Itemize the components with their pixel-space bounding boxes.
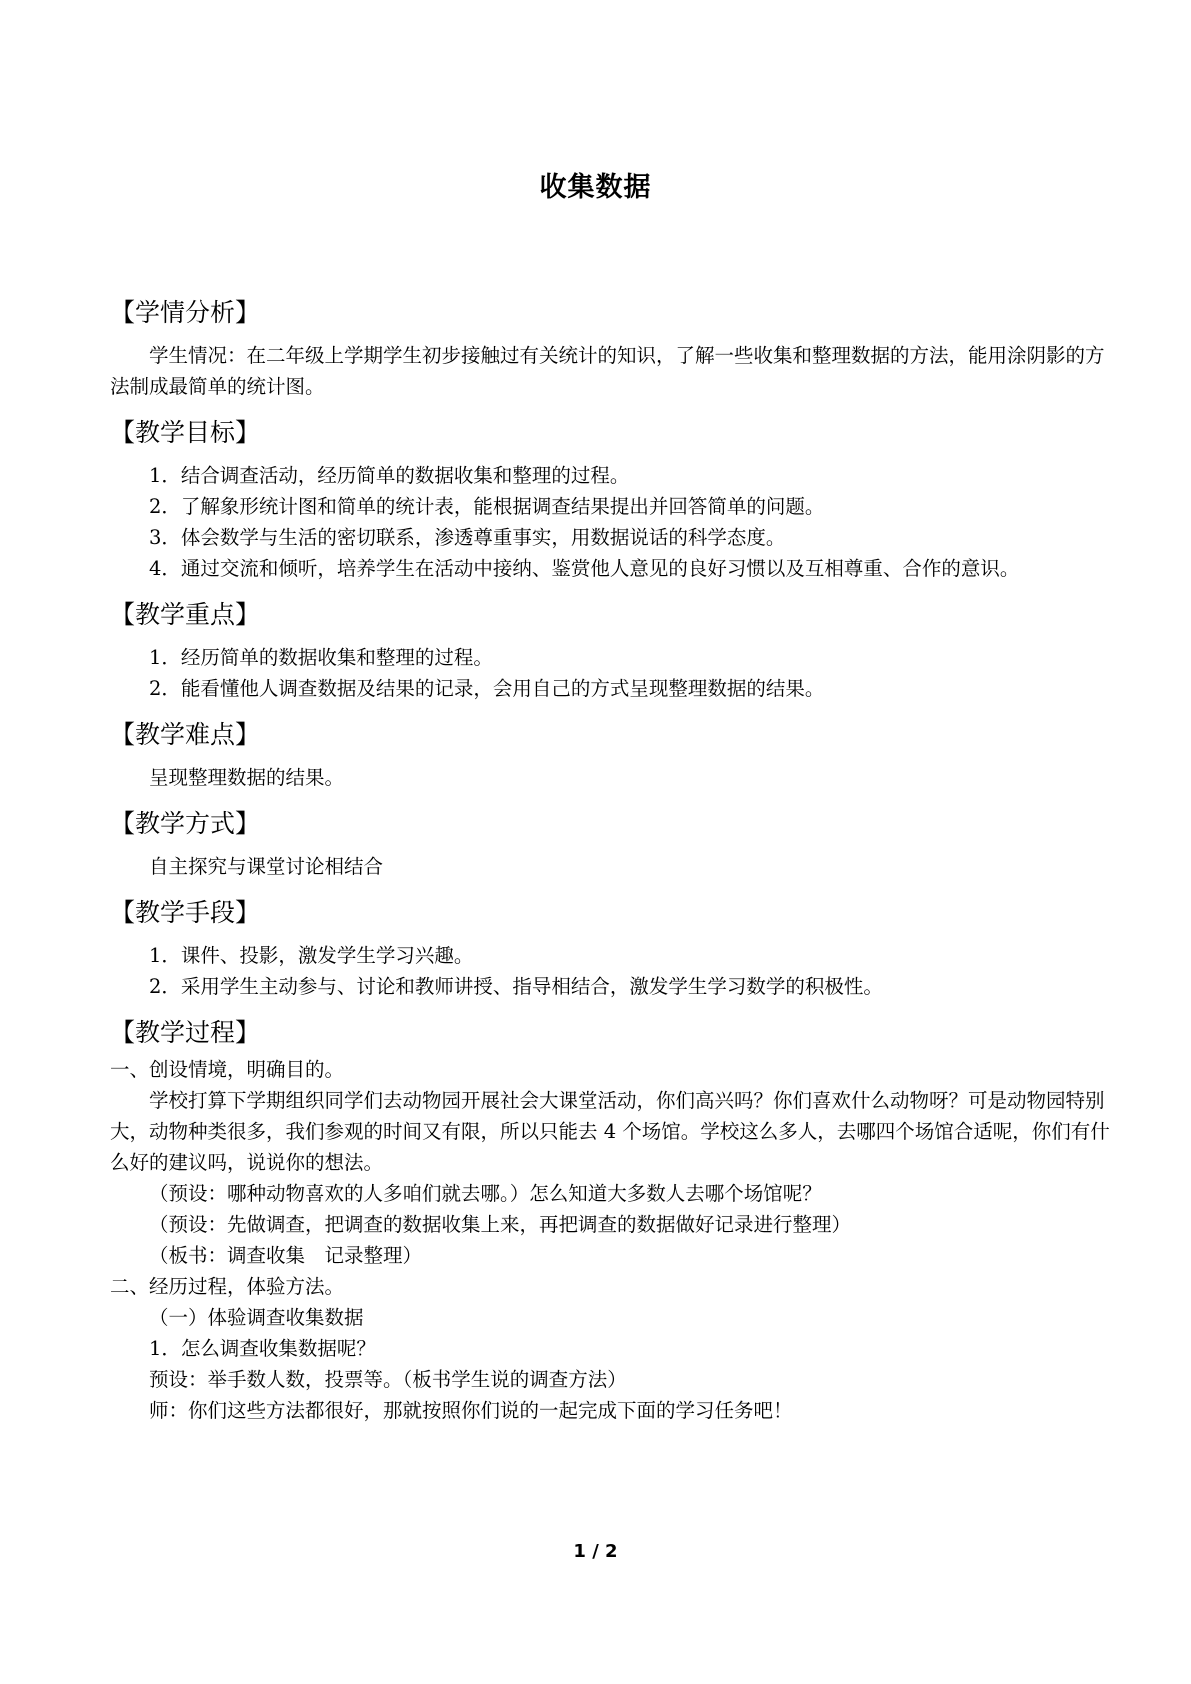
page-number: 1 / 2 xyxy=(573,1541,618,1562)
section-goals xyxy=(110,416,1110,584)
paragraph: 4．通过交流和倾听，培养学生在活动中接纳、鉴赏他人意见的良好习惯以及互相尊重、合作的意识。 xyxy=(149,557,1020,580)
section-heading: 【教学手段】 xyxy=(110,898,261,927)
paragraph: 学校打算下学期组织同学们去动物园开展社会大课堂活动，你们高兴吗？你们喜欢什么动物呀？可是动物园特别大，动物种类很多，我们参观的时间又有限，所以只能去 4 个场馆。学校这么多人，去哪四个场馆合适呢，你们有什么好的建议吗，说说你的想法。 xyxy=(110,1089,1110,1174)
section-heading: 【教学重点】 xyxy=(110,600,261,629)
section-key-points xyxy=(110,598,1110,704)
paragraph: （一）体验调查收集数据 xyxy=(149,1306,364,1329)
paragraph: （板书：调查收集 记录整理） xyxy=(149,1244,423,1267)
paragraph: （预设：哪种动物喜欢的人多咱们就去哪。）怎么知道大多数人去哪个场馆呢？ xyxy=(149,1182,822,1205)
document-title: 收集数据 xyxy=(539,172,652,203)
paragraph: 学生情况：在二年级上学期学生初步接触过有关统计的知识，了解一些收集和整理数据的方法，能用涂阴影的方法制成最简单的统计图。 xyxy=(110,344,1105,398)
paragraph: 2．采用学生主动参与、讨论和教师讲授、指导相结合，激发学生学习数学的积极性。 xyxy=(149,975,883,998)
paragraph: 1．结合调查活动，经历简单的数据收集和整理的过程。 xyxy=(149,464,630,487)
paragraph: 一、创设情境，明确目的。 xyxy=(110,1058,345,1081)
paragraph: 1．经历简单的数据收集和整理的过程。 xyxy=(149,646,493,669)
paragraph: （预设：先做调查，把调查的数据收集上来，再把调查的数据做好记录进行整理） xyxy=(149,1213,852,1236)
section-method xyxy=(110,807,1110,882)
paragraph: 预设：举手数人数，投票等。（板书学生说的调查方法） xyxy=(149,1368,627,1391)
paragraph: 呈现整理数据的结果。 xyxy=(149,766,345,789)
paragraph: 2．能看懂他人调查数据及结果的记录，会用自己的方式呈现整理数据的结果。 xyxy=(149,677,825,700)
paragraph: 自主探究与课堂讨论相结合 xyxy=(149,855,384,878)
section-analysis xyxy=(110,296,1110,402)
section-heading: 【教学难点】 xyxy=(110,720,261,749)
paragraph: 3．体会数学与生活的密切联系，渗透尊重事实，用数据说话的科学态度。 xyxy=(149,526,786,549)
section-difficulty xyxy=(110,718,1110,793)
document-body xyxy=(110,296,1110,1440)
section-heading: 【教学目标】 xyxy=(110,418,261,447)
section-heading: 【教学过程】 xyxy=(110,1018,261,1047)
paragraph: 1．课件、投影，激发学生学习兴趣。 xyxy=(149,944,474,967)
paragraph: 1．怎么调查收集数据呢？ xyxy=(149,1337,376,1360)
paragraph: 二、经历过程，体验方法。 xyxy=(110,1275,345,1298)
section-heading: 【教学方式】 xyxy=(110,809,261,838)
section-process xyxy=(110,1016,1110,1426)
paragraph: 师：你们这些方法都很好，那就按照你们说的一起完成下面的学习任务吧！ xyxy=(149,1399,793,1422)
section-heading: 【学情分析】 xyxy=(110,298,261,327)
paragraph: 2．了解象形统计图和简单的统计表，能根据调查结果提出并回答简单的问题。 xyxy=(149,495,825,518)
section-means xyxy=(110,896,1110,1002)
